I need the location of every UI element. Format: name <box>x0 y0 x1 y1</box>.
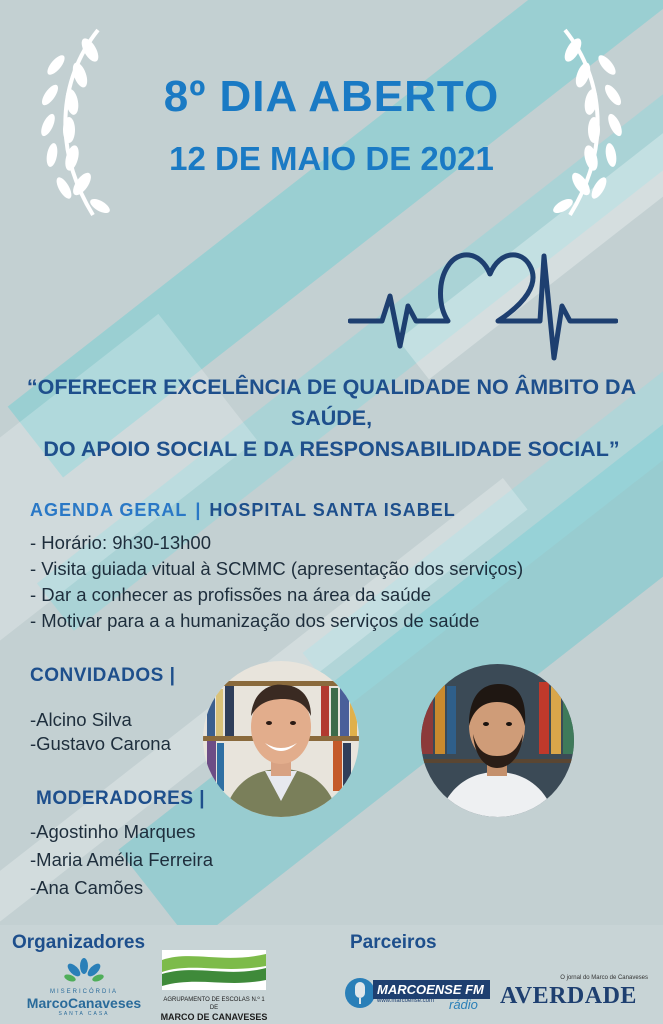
logo-agrupamento-line1: AGRUPAMENTO DE ESCOLAS N.º 1 DE <box>163 997 265 1011</box>
organizers-label: Organizadores <box>12 932 146 953</box>
logo-radio-main: MARCOENSE FM <box>373 980 490 999</box>
logo-misericordia-main: MarcoCanaveses <box>26 995 142 1011</box>
guest-photo-gustavo <box>421 664 574 817</box>
list-item: -Ana Camões <box>30 877 144 898</box>
list-item: -Maria Amélia Ferreira <box>30 849 213 870</box>
microphone-icon <box>345 976 375 1010</box>
logo-radio-sub: rádio <box>449 997 478 1012</box>
event-date: 12 DE MAIO DE 2021 <box>169 140 494 177</box>
logo-misericordia-sub: SANTA CASA <box>58 1011 110 1017</box>
list-item: -Gustavo Carona <box>30 733 171 754</box>
logo-newspaper-tag: O jornal do Marco de Canaveses <box>560 975 648 981</box>
logo-agrupamento-line2: MARCO DE CANAVESES <box>160 1012 268 1022</box>
logo-agrupamento <box>160 950 268 1020</box>
agenda-location: HOSPITAL SANTA ISABEL <box>209 500 456 520</box>
agenda-heading <box>30 500 456 521</box>
guests-list <box>30 708 171 756</box>
logo-newspaper-main: AVERDADE <box>500 983 637 1009</box>
list-item: - Motivar para a a humanização dos serviços de saúde <box>30 610 480 631</box>
hills-logo-icon <box>162 950 266 990</box>
guests-heading: CONVIDADOS | <box>30 665 176 686</box>
agenda-list <box>30 530 523 634</box>
mission-quote <box>0 372 663 465</box>
list-item: - Dar a conhecer as profissões na área da saúde <box>30 584 432 605</box>
flower-logo-icon <box>64 958 104 984</box>
logo-marcoense-fm <box>345 968 487 1018</box>
logo-radio-url: www.marcoense.com <box>377 998 435 1004</box>
logo-misericordia-top: MISERICÓRDIA <box>49 989 118 995</box>
agenda-separator: | <box>195 500 202 520</box>
quote-line: DO APOIO SOCIAL E DA RESPONSABILIDADE SOCIAL” <box>43 437 620 461</box>
moderators-heading: MODERADORES | <box>36 788 206 809</box>
list-item: -Alcino Silva <box>30 709 132 730</box>
logo-a-verdade <box>500 974 648 1014</box>
moderators-list <box>30 818 213 902</box>
agenda-label: AGENDA GERAL <box>30 500 188 520</box>
partners-label: Parceiros <box>350 932 437 953</box>
list-item: -Agostinho Marques <box>30 821 196 842</box>
event-title: 8º DIA ABERTO <box>163 72 500 121</box>
guest-photo-alcino <box>203 661 359 817</box>
list-item: - Visita guiada vitual à SCMMC (apresentação dos serviços) <box>30 558 524 579</box>
logo-misericordia <box>14 958 154 1020</box>
quote-line: “OFERECER EXCELÊNCIA DE QUALIDADE NO ÂMBITO DA SAÚDE, <box>26 375 637 430</box>
list-item: - Horário: 9h30-13h00 <box>30 532 211 553</box>
heartbeat-heart-icon <box>348 236 618 366</box>
